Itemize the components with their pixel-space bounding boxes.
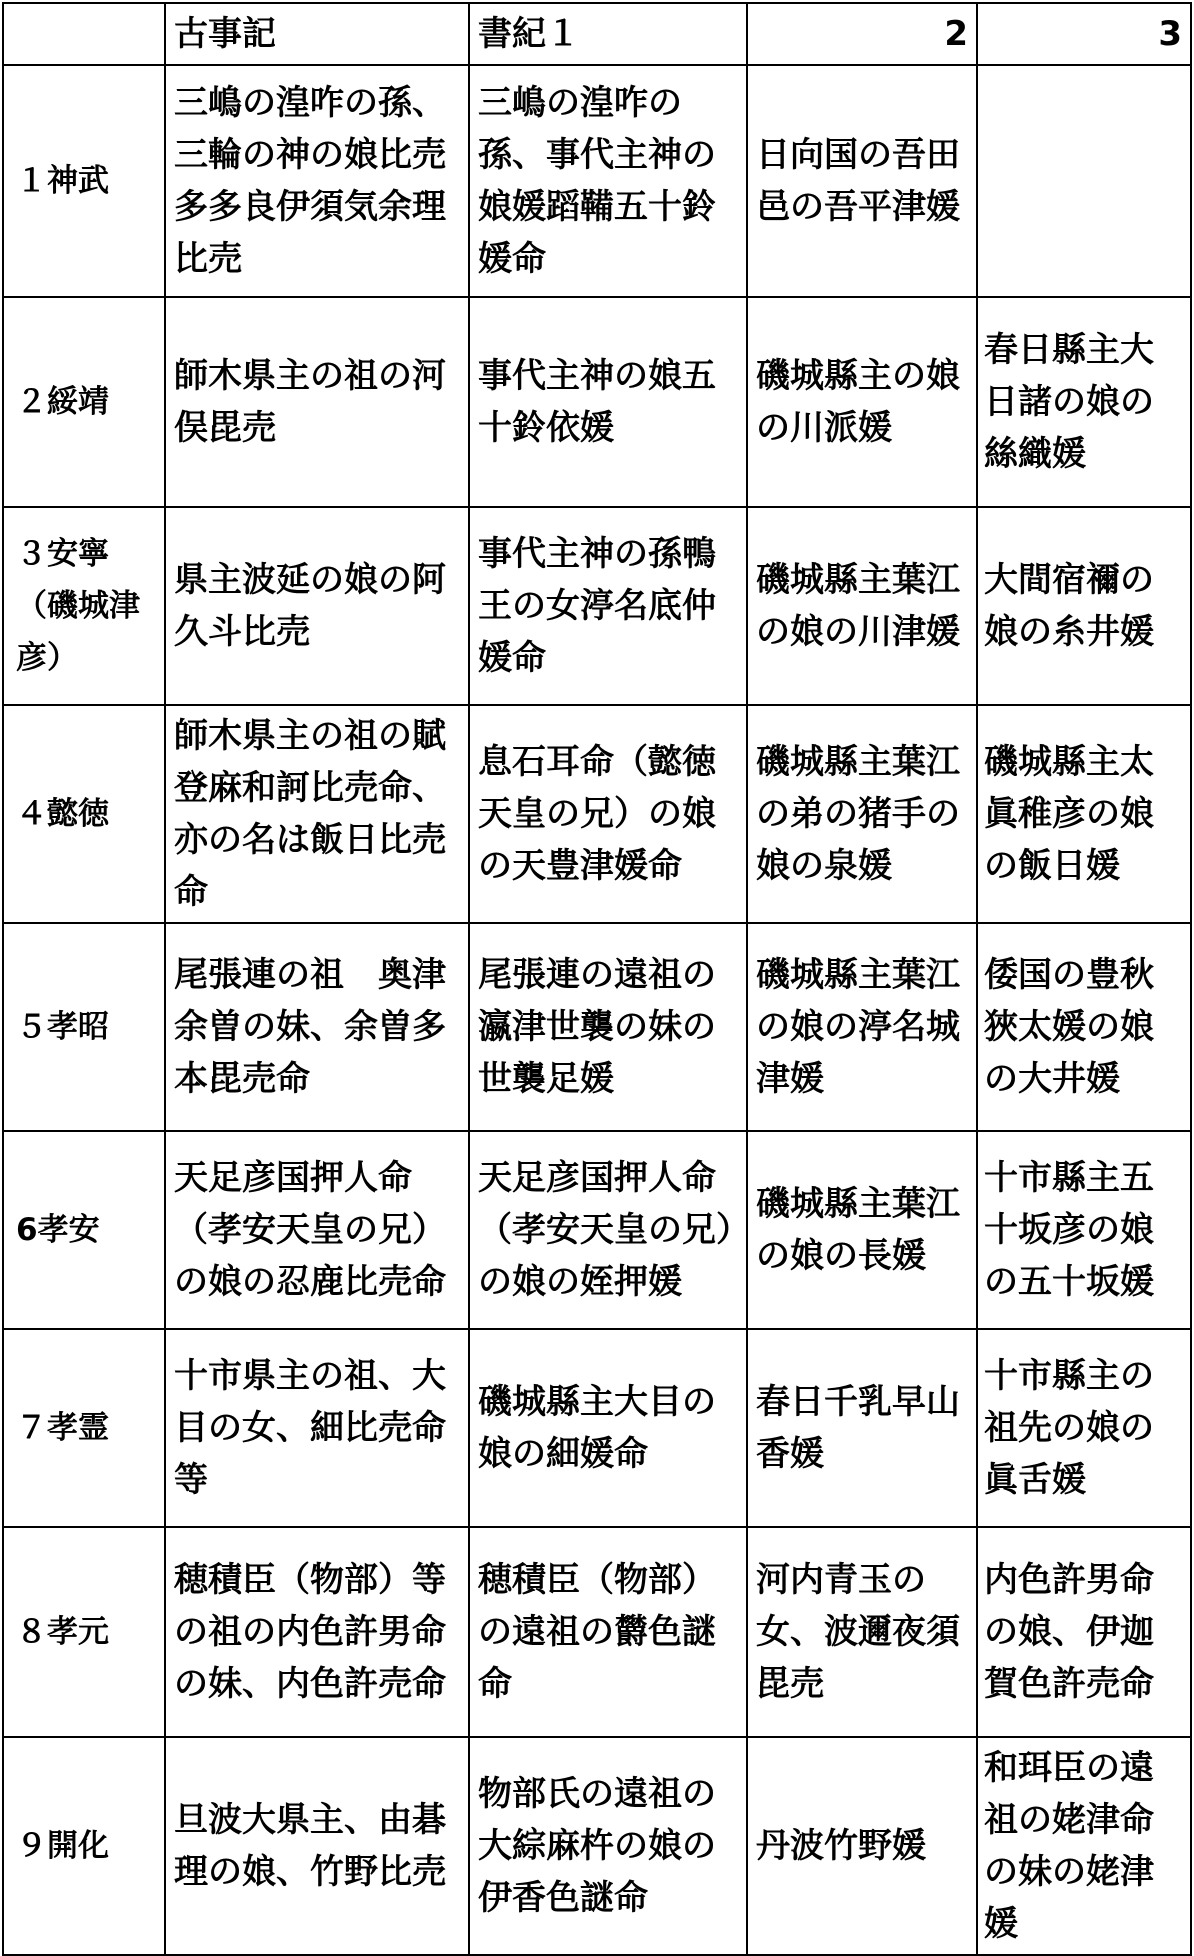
emperor-cell: ４懿徳 bbox=[3, 705, 165, 923]
header-shoki-2: 2 bbox=[747, 3, 977, 65]
header-row bbox=[3, 3, 1191, 65]
kojiki-cell: 尾張連の祖 奥津余曽の妹、余曽多本毘売命 bbox=[165, 923, 469, 1131]
shoki3-cell: 春日縣主大日諸の娘の絲織媛 bbox=[977, 297, 1191, 507]
shoki2-cell: 磯城縣主の娘の川派媛 bbox=[747, 297, 977, 507]
kojiki-cell: 県主波延の娘の阿久斗比売 bbox=[165, 507, 469, 705]
kojiki-cell: 旦波大県主、由碁理の娘、竹野比売 bbox=[165, 1737, 469, 1955]
shoki2-cell: 丹波竹野媛 bbox=[747, 1737, 977, 1955]
shoki2-cell: 日向国の吾田邑の吾平津媛 bbox=[747, 65, 977, 297]
shoki1-cell: 穂積臣（物部）の遠祖の欝色謎命 bbox=[469, 1527, 747, 1737]
emperor-cell: ３安寧（磯城津彦） bbox=[3, 507, 165, 705]
header-kojiki: 古事記 bbox=[165, 3, 469, 65]
emperor-cell: １神武 bbox=[3, 65, 165, 297]
table-row bbox=[3, 705, 1191, 923]
shoki3-cell: 和珥臣の遠祖の姥津命の妹の姥津媛 bbox=[977, 1737, 1191, 1955]
kojiki-cell: 師木県主の祖の河俣毘売 bbox=[165, 297, 469, 507]
shoki3-cell: 十市縣主の祖先の娘の眞舌媛 bbox=[977, 1329, 1191, 1527]
shoki2-cell: 磯城縣主葉江の娘の長媛 bbox=[747, 1131, 977, 1329]
shoki2-cell: 春日千乳早山香媛 bbox=[747, 1329, 977, 1527]
header-shoki-1: 書紀１ bbox=[469, 3, 747, 65]
shoki1-cell: 物部氏の遠祖の大綜麻杵の娘の伊香色謎命 bbox=[469, 1737, 747, 1955]
kojiki-cell: 穂積臣（物部）等の祖の内色許男命の妹、内色許売命 bbox=[165, 1527, 469, 1737]
shoki2-cell: 磯城縣主葉江の娘の川津媛 bbox=[747, 507, 977, 705]
shoki2-cell: 河内青玉の女、波邇夜須毘売 bbox=[747, 1527, 977, 1737]
shoki3-cell bbox=[977, 65, 1191, 297]
table-row bbox=[3, 297, 1191, 507]
table-row bbox=[3, 507, 1191, 705]
shoki1-cell: 磯城縣主大目の娘の細媛命 bbox=[469, 1329, 747, 1527]
shoki1-cell: 事代主神の孫鴨王の女渟名底仲媛命 bbox=[469, 507, 747, 705]
emperor-cell: ７孝霊 bbox=[3, 1329, 165, 1527]
shoki2-cell: 磯城縣主葉江の弟の猪手の娘の泉媛 bbox=[747, 705, 977, 923]
shoki1-cell: 息石耳命（懿徳天皇の兄）の娘の天豊津媛命 bbox=[469, 705, 747, 923]
emperor-cell: ８孝元 bbox=[3, 1527, 165, 1737]
header-corner-cell bbox=[3, 3, 165, 65]
shoki3-cell: 大間宿禰の娘の糸井媛 bbox=[977, 507, 1191, 705]
header-shoki-3: 3 bbox=[977, 3, 1191, 65]
emperor-cell: ２綏靖 bbox=[3, 297, 165, 507]
shoki1-cell: 事代主神の娘五十鈴依媛 bbox=[469, 297, 747, 507]
shoki3-cell: 磯城縣主太眞稚彦の娘の飯日媛 bbox=[977, 705, 1191, 923]
emperor-cell: 6孝安 bbox=[3, 1131, 165, 1329]
table-row bbox=[3, 1737, 1191, 1955]
shoki1-cell: 尾張連の遠祖の瀛津世襲の妹の世襲足媛 bbox=[469, 923, 747, 1131]
shoki3-cell: 内色許男命の娘、伊迦賀色許売命 bbox=[977, 1527, 1191, 1737]
emperor-cell: ９開化 bbox=[3, 1737, 165, 1955]
kojiki-cell: 師木県主の祖の賦登麻和訶比売命、亦の名は飯日比売命 bbox=[165, 705, 469, 923]
shoki3-cell: 倭国の豊秋狹太媛の娘の大井媛 bbox=[977, 923, 1191, 1131]
table-row bbox=[3, 1329, 1191, 1527]
kojiki-cell: 十市県主の祖、大目の女、細比売命等 bbox=[165, 1329, 469, 1527]
table-row bbox=[3, 65, 1191, 297]
table-row bbox=[3, 923, 1191, 1131]
shoki1-cell: 天足彦国押人命（孝安天皇の兄）の娘の姪押媛 bbox=[469, 1131, 747, 1329]
shoki1-cell: 三嶋の湟咋の孫、事代主神の娘媛蹈鞴五十鈴媛命 bbox=[469, 65, 747, 297]
shoki2-cell: 磯城縣主葉江の娘の渟名城津媛 bbox=[747, 923, 977, 1131]
kojiki-cell: 三嶋の湟咋の孫、三輪の神の娘比売多多良伊須気余理比売 bbox=[165, 65, 469, 297]
table-row bbox=[3, 1131, 1191, 1329]
genealogy-table bbox=[2, 2, 1192, 1956]
kojiki-cell: 天足彦国押人命（孝安天皇の兄）の娘の忍鹿比売命 bbox=[165, 1131, 469, 1329]
emperor-cell: ５孝昭 bbox=[3, 923, 165, 1131]
table-row bbox=[3, 1527, 1191, 1737]
shoki3-cell: 十市縣主五十坂彦の娘の五十坂媛 bbox=[977, 1131, 1191, 1329]
